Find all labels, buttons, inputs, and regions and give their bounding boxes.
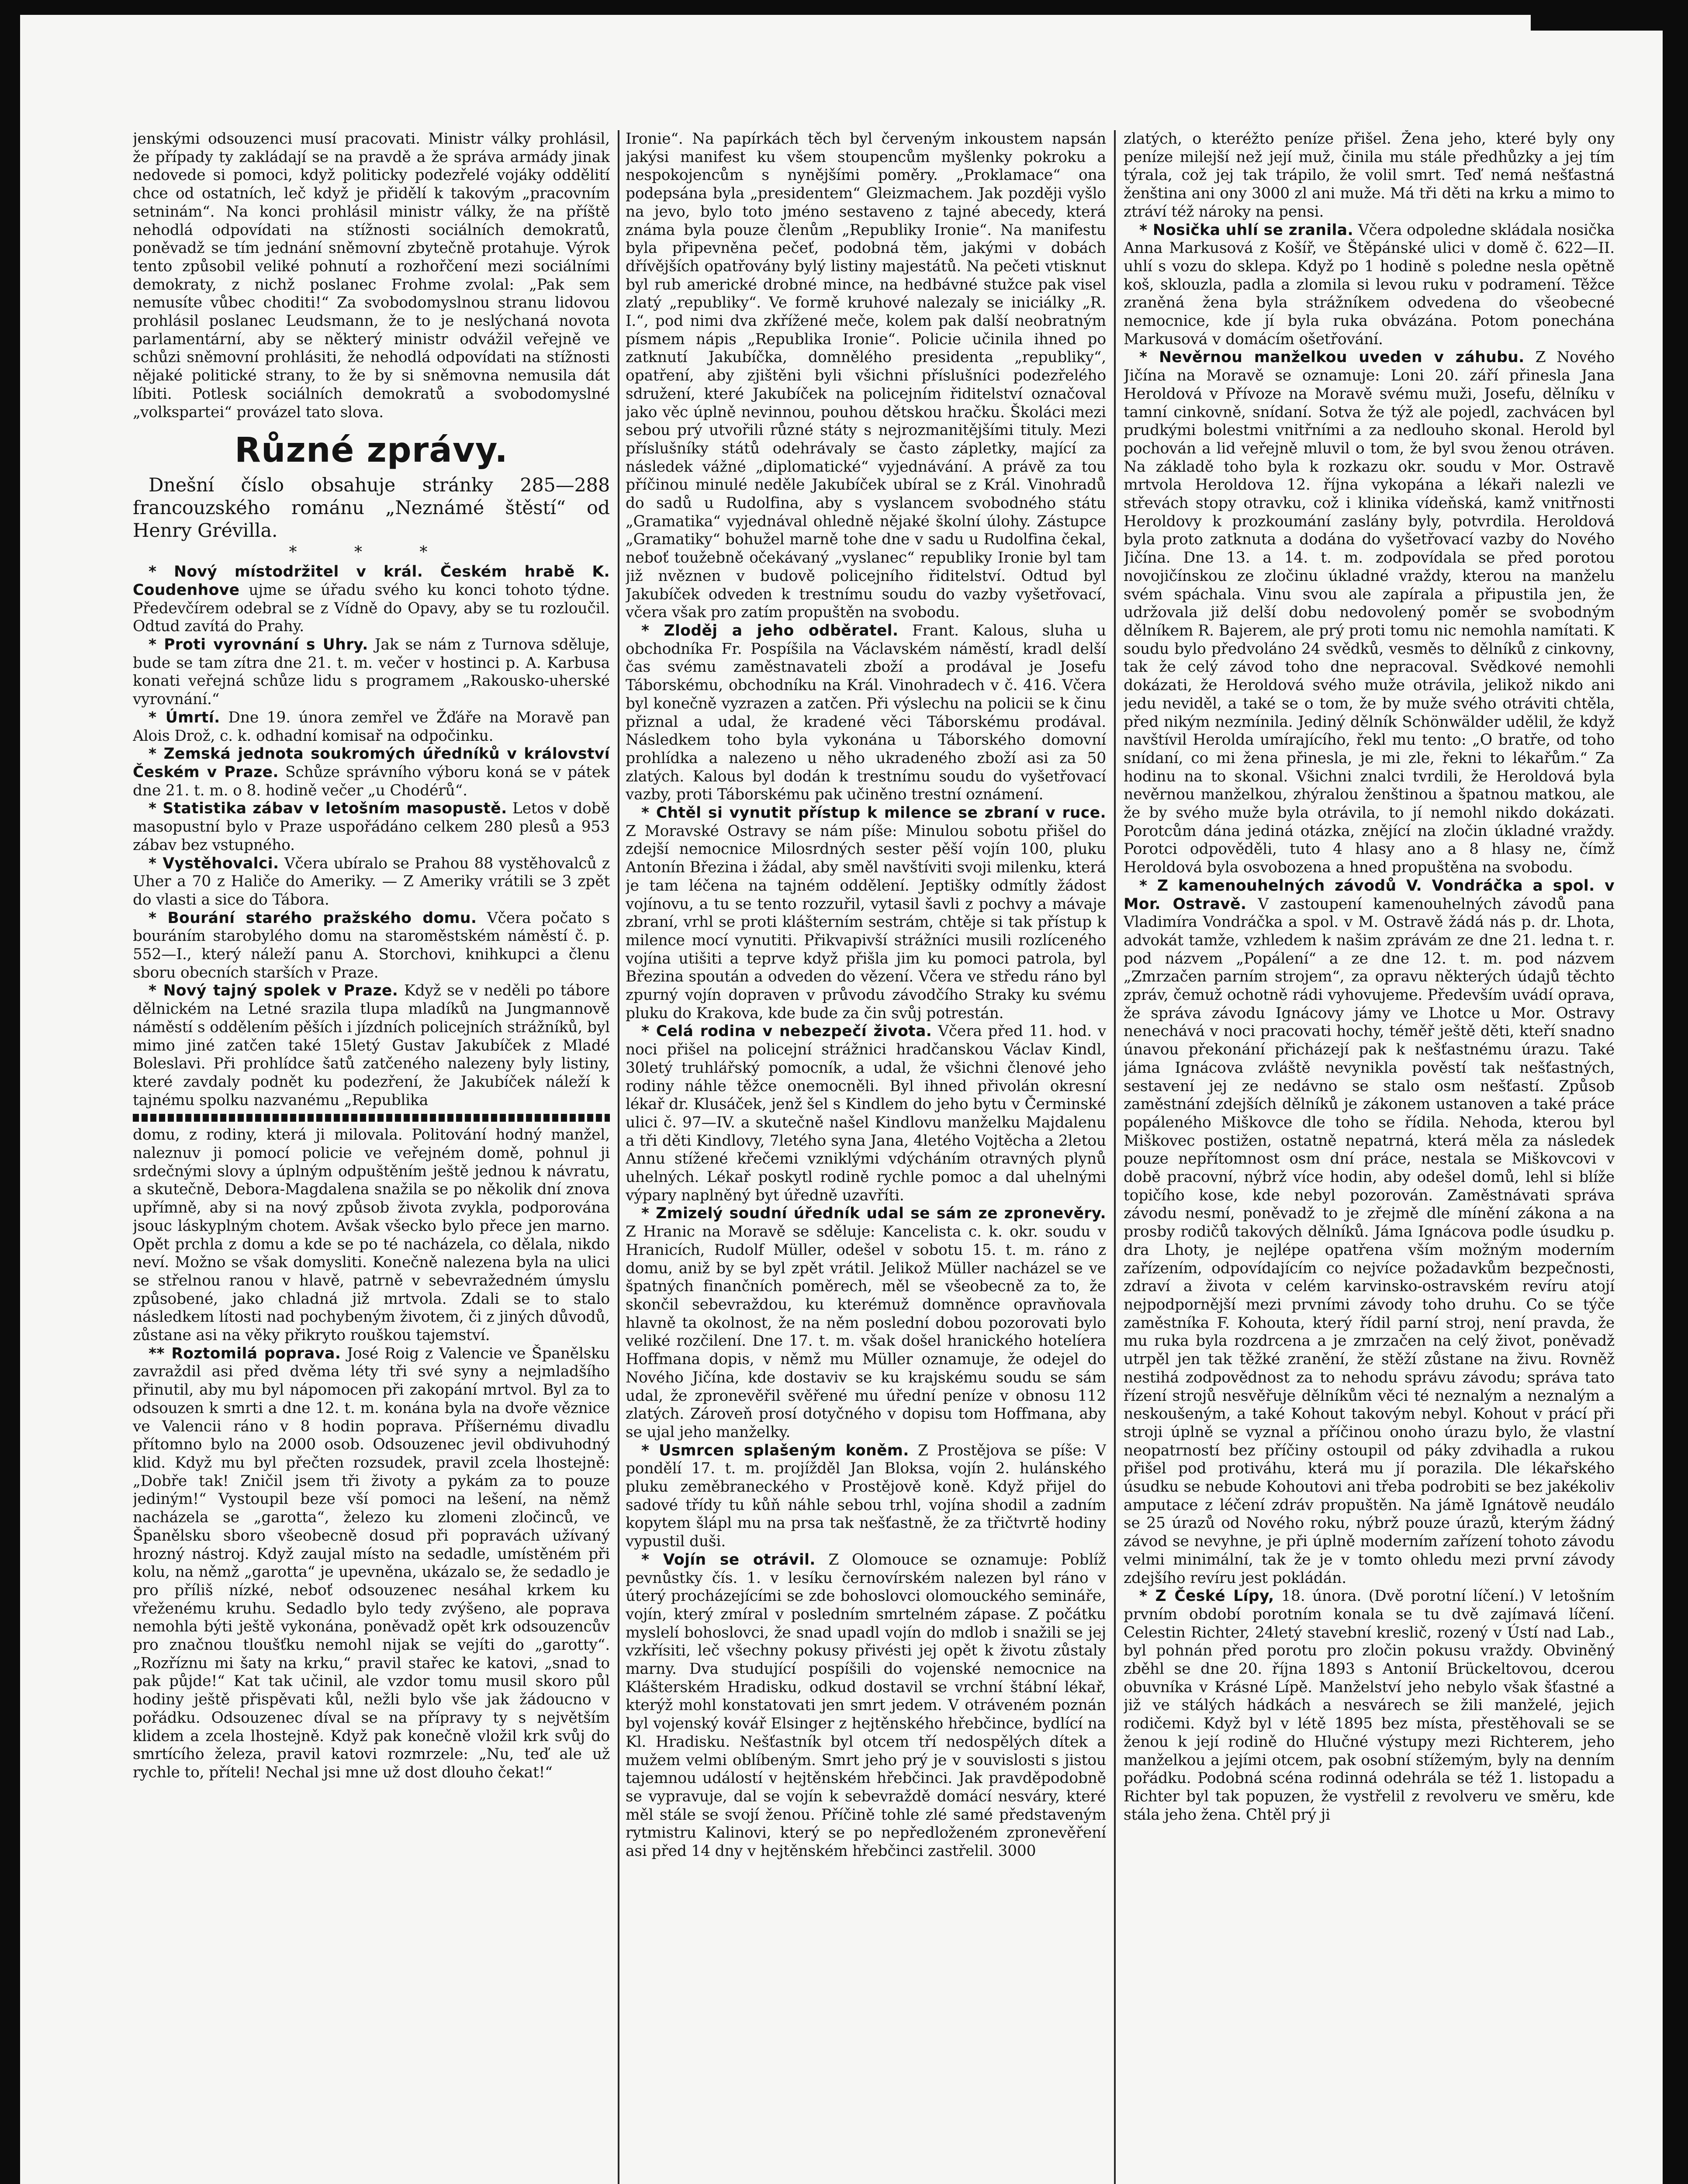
lead-notice: Dnešní číslo obsahuje stránky 285—288 francouzského románu „Neznámé štěstí“ od Henry Grévilla. [133, 474, 610, 542]
news-item [1124, 1587, 1615, 1824]
news-text: ujme se úřadu svého ku konci tohoto týdne. Předevčírem odebral se z Vídně do Opavy, aby se tu rozloučil. Odtud zavítá do Prahy. [133, 581, 610, 636]
news-headline: * Z kamenouhelných závodů V. Vondráčka a spol. v Mor. Ostravě. [1124, 877, 1615, 913]
news-item [133, 800, 610, 854]
news-text: 18. února. (Dvě porotní líčení.) V letošním prvním období porotním konala se tu dvě zajímavá líčení. Celestin Richter, 24letý stavební kreslič, rozený v Ústí nad Lab., byl pohnán před porotu pro zločin pokusu vraždy. Obviněný zběhl se dne 20. října 1893 s Antonií Brückeltovou, dcerou obuvníka v Krásné Lípě. Manželství jeho nebylo však šťastné a již ve stálých hádkách a nesvárech se žili manželé, jejich rodičemi. Když byl v létě 1895 bez místa, přestěhovali se se ženou k její rodině do Hlučné výstupy mezi Richterem, jeho manželkou a jejími otcem, pak osobní stížemým, byly na denním pořádku. Podobná scéna rodinná odehrála se též 1. listopadu a Richter byl tak popuzen, že vystřelil z revolveru ve směru, kde stála jeho žena. Chtěl prý ji [1124, 1587, 1615, 1824]
feuilleton-text: domu, z rodiny, která ji milovala. Politování hodný manžel, naleznuv ji pomocí policie ve veřejném domě, pohnul ji srdečnými slovy a úplným odpuštěním ještě jednou k návratu, a skutečně, Debora-Magdalena snažila se po několik dní znova upřímně, aby si na nový způsob života zvykla, podporována jsouc láskyplným chotem. Avšak všecko bylo přece jen marno. Opět prchla z domu a kde se po té nacházela, co dělala, nikdo neví. Možno se však domysliti. Konečně nalezena byla na ulici se střelnou ranou v hlavě, patrně v sebevražedném úmyslu způsobené, jako chladná již mrtvola. Zdali se to stalo následkem lítosti nad pochybeným životem, či z jiných důvodů, zůstane asi na věky přikryto rouškou tajemství. [133, 1126, 610, 1344]
news-item [626, 1023, 1106, 1205]
news-text: Schůze správního výboru koná se v pátek dne 21. t. m. o 8. hodině večer „u Chodérů“. [133, 763, 610, 799]
news-item [626, 1551, 1106, 1861]
news-item [133, 709, 610, 745]
news-item [626, 1442, 1106, 1551]
news-text: Letos v době masopustní bylo v Praze uspořádáno celkem 280 plesů a 953 zábav bez vstupného. [133, 800, 610, 854]
news-headline: ** Roztomilá poprava. [149, 1344, 341, 1362]
news-headline: * Bourání starého pražského domu. [149, 909, 477, 927]
news-text: Včera odpoledne skládala nosička Anna Markusová z Košíř, ve Štěpánské ulici v domě č. 622—II. uhlí s vozu do sklepa. Když po 1 hodině s poledne nesla opětně koš, sklouzla, padla a zlomila si levou ruku v podramení. Těžce zraněná žena byla strážníkem odvedena do všeobecné nemocnice, kde jí byla ruka obvázána. Potom ponechána Markusová v domácím ošetřování. [1124, 221, 1615, 348]
news-text: Když se v neděli po tábore dělnickém na Letné srazila tlupa mladíků na Jungmannově náměstí s oddělením pěších i jízdních policejních strážníků, byl mimo jiné zatčen také 15letý Gustav Jakubíček z Mladé Boleslavi. Při prohlídce šatů zatčeného nalezeny byly listiny, které zavdaly podnět ku podezření, že Jakubíček náleží k tajnému spolku nazvanému „Republika [133, 982, 610, 1109]
news-text: Včera ubíralo se Prahou 88 vystěhovalců z Uher a 70 z Haliče do Ameriky. — Z Ameriky vrátili se 3 zpět do vlasti a sice do Tábora. [133, 854, 610, 909]
news-headline: * Zloděj a jeho odběratel. [641, 622, 899, 639]
column-left [133, 130, 610, 2184]
article-continuation: zlatých, o kteréžto peníze přišel. Žena jeho, které byly ony peníze milejší než její muž, činila mu stále předhůzky a jej tím týrala, což jej tak trápilo, že volil smrt. Teď nemá nešťastná ženština ani ony 3000 zl ani muže. Má tři děti na krku a mimo to ztráví též nároky na pensi. [1124, 130, 1615, 221]
article-continuation: jenskými odsouzenci musí pracovati. Ministr války prohlásil, že případy ty zakládají se na pravdě a že správa armády jinak nedovede si pomoci, když politicky podezřelé vojáky oddělití chce od ostatních, leč když je přidělí k takovým „pracovním setninám“. Na konci prohlásil ministr války, že na příště nehodlá odpovídati na stížnosti sociálních demokratů, poněvadž se tím jednání sněmovní zbytečně protahuje. Výrok tento způsobil veliké pohnutí a rozhořčení mezi sociálními demokraty, z nichž poslanec Frohme zvolal: „Pak sem nemusíte vůbec choditi!“ Za svobodomyslnou stranu lidovou prohlásil poslanec Leudsmann, že to je neslýchaná novota parlamentární, aby se některý ministr odvážil veřejně ve schůzi sněmovní prohlásiti, že nehodlá odpovídati na stížnosti nějaké politické strany, to že by si sněmovna nemusila dát líbiti. Potlesk sociálních demokratů a svobodomyslné „volkspartei“ provázel tato slova. [133, 130, 610, 421]
news-headline: * Celá rodina v nebezpečí života. [641, 1023, 932, 1040]
news-headline: * Vojín se otrávil. [641, 1551, 816, 1569]
column-middle [626, 130, 1106, 2184]
news-headline: * Zemská jednota soukromých úředníků v království Českém v Praze. [133, 745, 610, 781]
news-text: V zastoupení kamenouhelných závodů pana Vladimíra Vondráčka a spol. v M. Ostravě žádá nás p. dr. Lhota, advokát tamže, vzhledem k našim zprávám ze dne 21. ledna t. r. pod názvem „Popálení“ a ze dne 12. t. m. pod názvem „Zmrzačen parním strojem“, za opravu některých údajů těchto zpráv, čemuž ochotně rádi vyhovujeme. Především uvádí oprava, že správa závodu Ignácovy jámy ve Lhotce u Mor. Ostravy nenechává v noci pracovati hochy, téměř ještě děti, kteří snadno únavou překonání přicházejí pak k nešťastnému úrazu. Také jáma Ignácova zvláště nevynikla pověstí tak nešťastných, sestavení jej ze nedávno se stalo osm nešťastí. Způsob zaměstnání zdejších dělníků je zákonem ustanoven a také práce popáleného Miškovce dle toho se řídila. Nehoda, kterou byl Miškovec postižen, ostatně nepatrná, která měla za následek pouze nepřítomnost osm dní práce, nestala se Miškovcovi v době pracovní, nýbrž více hodin, aby odešel domů, lehl si blíže topičího kose, kde nebyl pozorován. Zaměstnávati správa závodu nesmí, poněvadž to je zřejmě dle mínění zákona a na prosby rodičů takových dělníků. Jáma Ignácova podle úsudku p. dra Lhoty, je nejlépe opatřena vším možným moderním zařízením, odpovídajícím co nejvíce požadavkům bezpečnosti, zdraví a života v celém karvinsko-ostravském revíru atojí nejpodpornější mezi prvními závody toho druhu. Co se týče zaměstníka F. Kohouta, který řídil parní stroj, není pravda, že mu ruka byla rozdrcena a je zmrzačen na celý život, poněvadž utrpěl jen tak těžké zranění, že stěží zůstane na živu. Rovněž nestihá zodpovědnost za to nehodu správu závodu; správa tato řízení strojů nesvěřuje dělníkům věci té neznalým a neznalým a neskoušeným, a také Kohout takovým nebyl. Kohout v prácí při stroji úplně se vyznal a příčinou onoho úrazu bylo, že vlastní neopatrností bez příčiny ostoupil od páky zdvihadla a rukou přišel pod protiváhu, která mu jí porazila. Dle lékařského úsudku se nebude Kohoutovi ani třeba podrobiti se bez jakékoliv amputace z léčení zdráv propuštěn. Na jámě Ignátově neudálo se 25 úrazů od Nového roku, nýbrž pouze úrazů, kterým žádný závod se nevyhne, je při úplně moderním zařízení tohoto závodu velmi minimální, tak že je v tomto ohledu mezi první závody zdejšího revíru jest pokládán. [1124, 895, 1615, 1587]
news-headline: * Nosička uhlí se zranila. [1139, 221, 1353, 239]
column-rule [1114, 130, 1116, 2184]
news-text: Z Nového Jičína na Moravě se oznamuje: Loni 20. září přinesla Jana Heroldová v Přívoze na Moravě svému muži, Josefu, dělníku v tamní cinkovně, snídaní. Sotva že týž ale pojedl, zachvácen byl prudkými bolestmi vnitřními a za nedlouho skonal. Herold byl pochován a lid veřejně mluvil o tom, že byl svou ženou otráven. Na základě toho byla k rozkazu okr. soudu v Mor. Ostravě mrtvola Heroldova 12. října vykopána a lékaři nalezli ve střevách stopy otravku, což i klinika vídeňská, kamž vnitřnosti Heroldovy k prozkoumání zaslány byly, potvrdila. Heroldová byla proto zatknuta a dodána do vyšetřovací vazby do Nového Jičína. Dne 13. a 14. t. m. zodpovídala se před porotou novojičínskou ze zločinu úkladné vraždy, kterou na manželu svém spáchala. Vinu svou ale zapírala a připustila jen, že udržovala již delší dobu nedovolený poměr se svobodným dělníkem R. Bajerem, ale prý proti tomu nic nemohla namítati. K soudu bylo předvoláno 24 svědků, vesměs to dělníků z cinkovny, tak že celý závod toho dne nepracoval. Svědkové nemohli dokázati, že Heroldová svého muže otrávila, jelikož nikdo ani jedu neviděl, a také se o tom, že by muže svého otráviti chtěla, před nikým nezmínila. Jediný dělník Schönwälder udělil, že když navštívil Herolda umírajícího, řekl mu tento: „O bratře, od toho snídaní, co mi žena přinesla, je mi zle, řekni to lékařům.“ Za hodinu na to skonal. Všichni znalci tvrdili, že Heroldová byla nevěrnou manželkou, zhýralou ženštinou a špatnou matkou, ale že by svého muže byla otrávila, to jí nemohl nikdo dokázati. Porotcům dána jediná otázka, znějící na zločin úkladné vraždy. Porotci odpověděli, tuto 4 hlasy ano a 8 hlasy ne, čímž Heroldová byla osvobozena a hned propuštěna na svobodu. [1124, 349, 1615, 877]
news-item [133, 636, 610, 709]
news-item [133, 982, 610, 1109]
news-item [133, 745, 610, 800]
section-separator-stars: * * * [289, 543, 454, 562]
news-text: Jak se nám z Turnova sděluje, bude se tam zítra dne 21. t. m. večer v hostinci p. A. Karbusa konati veřejná schůze lidu s programem „Rakousko-uherské vyrovnání.“ [133, 636, 610, 708]
news-headline: * Vystěhovalci. [149, 854, 279, 872]
news-text: Z Prostějova se píše: V pondělí 17. t. m. projížděl Jan Bloksa, vojín 2. hulánského pluku zeměbraneckého v Prostějově koně. Když přijel do sadové třídy tu kůň náhle sebou trhl, vojína shodil a zadním kopytem šlápl mu na prsa tak nešťastně, že za třičtvrtě hodiny vypustil duši. [626, 1441, 1106, 1551]
news-headline: * Proti vyrovnání s Uhry. [149, 636, 368, 654]
news-text: José Roig z Valencie ve Španělsku zavraždil asi před dvěma léty tři své syny a nejmladšího přinutil, aby mu byl nápomocen při zakopání mrtvol. Byl za to odsouzen k smrti a dne 12. t. m. konána byla na dvoře věznice ve Valencii ráno v 8 hodin poprava. Příšernému divadlu přítomno bylo na 2000 osob. Odsouzenec jevil obdivuhodný klid. Když mu byl přečten rozsudek, pravil zcela lhostejně: „Dobře tak! Zničil jsem tři životy a pykám za to pouze jediným!“ Vystoupil beze vší pomoci na lešení, na němž nacházela se „garotta“, železo ku zlomeni zločinců, ve Španělsku sboro všeobecně dosud při popravách užívaný hrozný nástroj. Když zaujal místo na sedadle, umístěném při kolu, na němž „garotta“ je upevněna, ukázalo se, že sedadlo je pro příliš nízké, neboť odsouzenec nesáhal krkem ku vřeženému kruhu. Sedadlo bylo tedy zvýšeno, ale poprava nemohla býti ještě vykonána, poněvadž opět krk odsouzencův pro značnou tloušťku nemohl nijak se vejíti do „garotty“. „Rozříznu mi šaty na krku,“ pravil stařec ke katovi, „snad to pak půjde!“ Kat tak učinil, ale vzdor tomu musil skoro půl hodiny ještě přispěvati kůl, nežli bylo vše jak žádoucno v pořádku. Odsouzenec díval se na přípravy ty s největším klidem a zcela lhostejně. Když pak konečně vložil krk svůj do smrtícího železa, pravil katovi rozmrzele: „Nu, teď ale už rychle to, příteli! Nechal jsi mne už dost dlouho čekat!“ [133, 1344, 610, 1781]
scan-border-left [0, 0, 20, 2184]
news-item [626, 804, 1106, 1023]
news-item [133, 1345, 610, 1782]
news-text: Z Hranic na Moravě se sděluje: Kancelista c. k. okr. soudu v Hranicích, Rudolf Müller, odešel v sobotu 15. t. m. ráno z domu, aniž by se byl zpět vrátil. Jelikož Müller nacházel se ve špatných finančních poměrech, měl se všeobecně za to, že skončil sebevraždou, ku kterémuž domněnce opravňovala hlavně ta okolnost, že na něm poslední dobou pozorovati bylo veliké rozčilení. Dne 17. t. m. však došel hranického hotelíera Hoffmana dopis, v němž mu Müller oznamuje, že odejel do Nového Jičína, kde dostaviv se ku krajskému soudu se sám udal, že zpronevěřil svěřené mu úřední peníze v obnosu 112 zlatých. Zároveň prosí dotyčného v dopisu tom Hoffmana, aby se ujal jeho manželky. [626, 1223, 1106, 1441]
news-headline: * Nový místodržitel v král. Českém hrabě K. Coudenhove [133, 563, 610, 599]
column-right [1124, 130, 1615, 2184]
column-rule [618, 130, 619, 2184]
article-continuation: Ironie“. Na papírkách těch byl červeným inkoustem napsán jakýsi manifest ku všem stoupencům myšlenky pokroku a nespokojencům s nynějšími poměry. „Proklamace“ ona podepsána byla „presidentem“ Gleizmachem. Jak později vyšlo na jevo, bylo toto jméno sestaveno z tajné abecedy, která známa byla pouze členům „Republiky Ironie“. Na manifestu byla připevněna pečeť, podobná těm, jakými v dobách dřívějších opatřovány bylý listiny majestátů. Na pečeti vtisknut byl rub americké drobné mince, na hedbávné stužce pak visel zlatý „republiky“. Ve formě kruhové nalezaly se iniciálky „R. I.“, pod nimi dva zkřížené meče, kolem pak další neobratným písmem nápis „Republika Ironie“. Policie učinila ihned po zatknutí Jakubíčka, domnělého presidenta „republiky“, opatření, aby zjištěni byli všichni příslušníci podezřelého sdružení, které Jakubíček na policejním řiditelství označoval jako věc úplně nevinnou, pouhou dětskou hračku. Školáci mezi sebou prý utvořili různé státy s nejrozmanitějšími tituly. Mezi příslušníky států odehrávaly se často zápletky, mající za následek vážné „diplomatické“ vyjednávání. A právě za tou příčinou minulé neděle Jakubíček ubíral se z Král. Vinohradů do sadů u Rudolfina, aby s vyslancem svobodného státu „Gramatika“ vyjednával ohledně nějaké školní úlohy. Zástupce „Gramatiky“ bohužel marně tohe dne v sadu u Rudolfina čekal, neboť toužebně očekávaný „vyslanec“ republiky Ironie byl tam již nvěznen v budově policejního řiditelství. Odtud byl Jakubíček odveden k trestnímu soudu do vazby vyšetřovací, včera však pro zatím propuštěn na svobodu. [626, 130, 1106, 622]
news-item [133, 855, 610, 909]
news-headline: * Statistika zábav v letošním masopustě. [149, 800, 507, 818]
news-headline: * Usmrcen splašeným koněm. [641, 1441, 909, 1459]
news-headline: * Zmizelý soudní úředník udal se sám ze zpronevěry. [641, 1205, 1106, 1223]
news-headline: * Nový tajný spolek v Praze. [149, 982, 398, 1000]
news-headline: * Nevěrnou manželkou uveden v záhubu. [1139, 349, 1525, 366]
news-headline: * Chtěl si vynutit přístup k milence se zbraní v ruce. [641, 804, 1106, 822]
section-title: Různé zprávy. [234, 431, 508, 470]
news-text: Z Olomouce se oznamuje: Poblíž pevnůstky čís. 1. v lesíku černovírském nalezen byl ráno v úterý procházejícími se zde bohoslovci olomouckého semináře, vojín, který zmíral v posledním smrtelném zápase. Z počátku myslelí bohoslovci, že snad upadl vojín do mdlob i snažili se jej vzkřísiti, leč všechny pokusy přivésti jej opět k životu zůstaly marny. Dva studující pospíšili do vojenské nemocnice na Klášterském Hradisku, odkud dostavil se vrchní štábní lékař, kterýž mohl konstatovati jen smrt jedem. V otráveném poznán byl vojenský kovář Elsinger z hejtěnského hřebčince, bydlící na Kl. Hradisku. Nešťastník byl otcem tří nedospělých dítek a mužem velmi oblíbeným. Smrt jeho prý je v souvislosti s jistou tajemnou událostí v hejtěnském hřebčinci. Jak pravděpodobně se vypravuje, dal se vojín k sebevraždě domácí nesváry, které měl stále se svojí ženou. Příčině tohle zlé samé představeným rytmistru Kalinovi, který se po nepředloženém zpronevěření asi před 14 dny v hejtěnském hřebčinci zastřelil. 3000 [626, 1551, 1106, 1860]
news-text: Včera počato s bouráním starobylého domu na staroměstském náměstí č. p. 552—I., který náleží panu A. Storchovi, knihkupci a členu sboru obecních starších v Praze. [133, 909, 610, 981]
news-item [133, 909, 610, 982]
news-text: Frant. Kalous, sluha u obchodníka Fr. Pospíšila na Václavském náměstí, kradl delší čas svému zaměstnavateli zboží a prodával je Josefu Táborskému, obchodníku na Král. Vinohradech v č. 416. Včera byl konečně vyzrazen a zatčen. Při výslechu na policii se k činu přiznal a udal, že kradené věci Táborskému prodával. Následkem toho byla vykonána u Táborského domovní prohlídka a nalezeno u něho ukradeného zboží asi za 50 zlatých. Kalous byl dodán k trestnímu soudu do vyšetřovací vazby, proti Táborskému pak učiněno trestní oznámení. [626, 622, 1106, 804]
news-item [626, 1205, 1106, 1441]
news-text: Z Moravské Ostravy se nám píše: Minulou sobotu přišel do zdejší nemocnice Milosrdných sester pěší vojín 100, pluku Antonín Březina i žádal, aby směl navštíviti svoji milenku, která je tam léčena na tajném oddělení. Jeptišky odmítly žádost vojínovu, a tu se tento rozzuřil, vytasil šavli z pochvy a mávaje zbraní, vrhl se proti klášterním sestrám, chtěje si tak přístup k milence mocí vynutiti. Přikvapivší strážníci musili rozlíceného vojína utišiti a teprve když přišla jim ku pomoci patrola, byl Březina spoután a odveden do vězení. Včera ve středu ráno byl zpurný vojín dopraven v průvodu závodčího Straky ku svému pluku do Krakova, kde bude za čin svůj potrestán. [626, 822, 1106, 1022]
feuilleton-divider [133, 1114, 610, 1122]
news-headline: * Z České Lípy, [1139, 1587, 1274, 1605]
news-item [1124, 221, 1615, 349]
news-item [1124, 877, 1615, 1587]
news-headline: * Úmrtí. [149, 708, 220, 726]
scan-border-top [0, 0, 1688, 15]
scan-border-right [1663, 0, 1688, 2184]
news-text: Dne 19. února zemřel ve Žďáře na Moravě pan Alois Drož, c. k. odhadní komisař na odpočinku. [133, 708, 610, 745]
news-item [626, 622, 1106, 804]
news-item [1124, 349, 1615, 877]
scan-border-corner [1531, 0, 1688, 31]
news-item [133, 563, 610, 636]
news-text: Včera před 11. hod. v noci přišel na policejní strážnici hradčanskou Václav Kindl, 30letý truhlářský pomocník, a udal, že všichni členové jeho rodiny náhle těžce onemocněli. Byl ihned přivolán okresní lékař dr. Klusáček, jenž šel s Kindlem do jeho bytu v Čerminské ulici č. 97—IV. a skutečně našel Kindlovu manželku Majdalenu a tři děti Kindlovy, 7letého syna Jana, 4letého Vojtěcha a 2letou Annu stížené křečemi vzniklými vdýcháním otravných plynů uhelných. Lékař poskytl rodině rychle pomoc a dal uhelnými výpary naplněný byt úředně uzavříti. [626, 1023, 1106, 1204]
